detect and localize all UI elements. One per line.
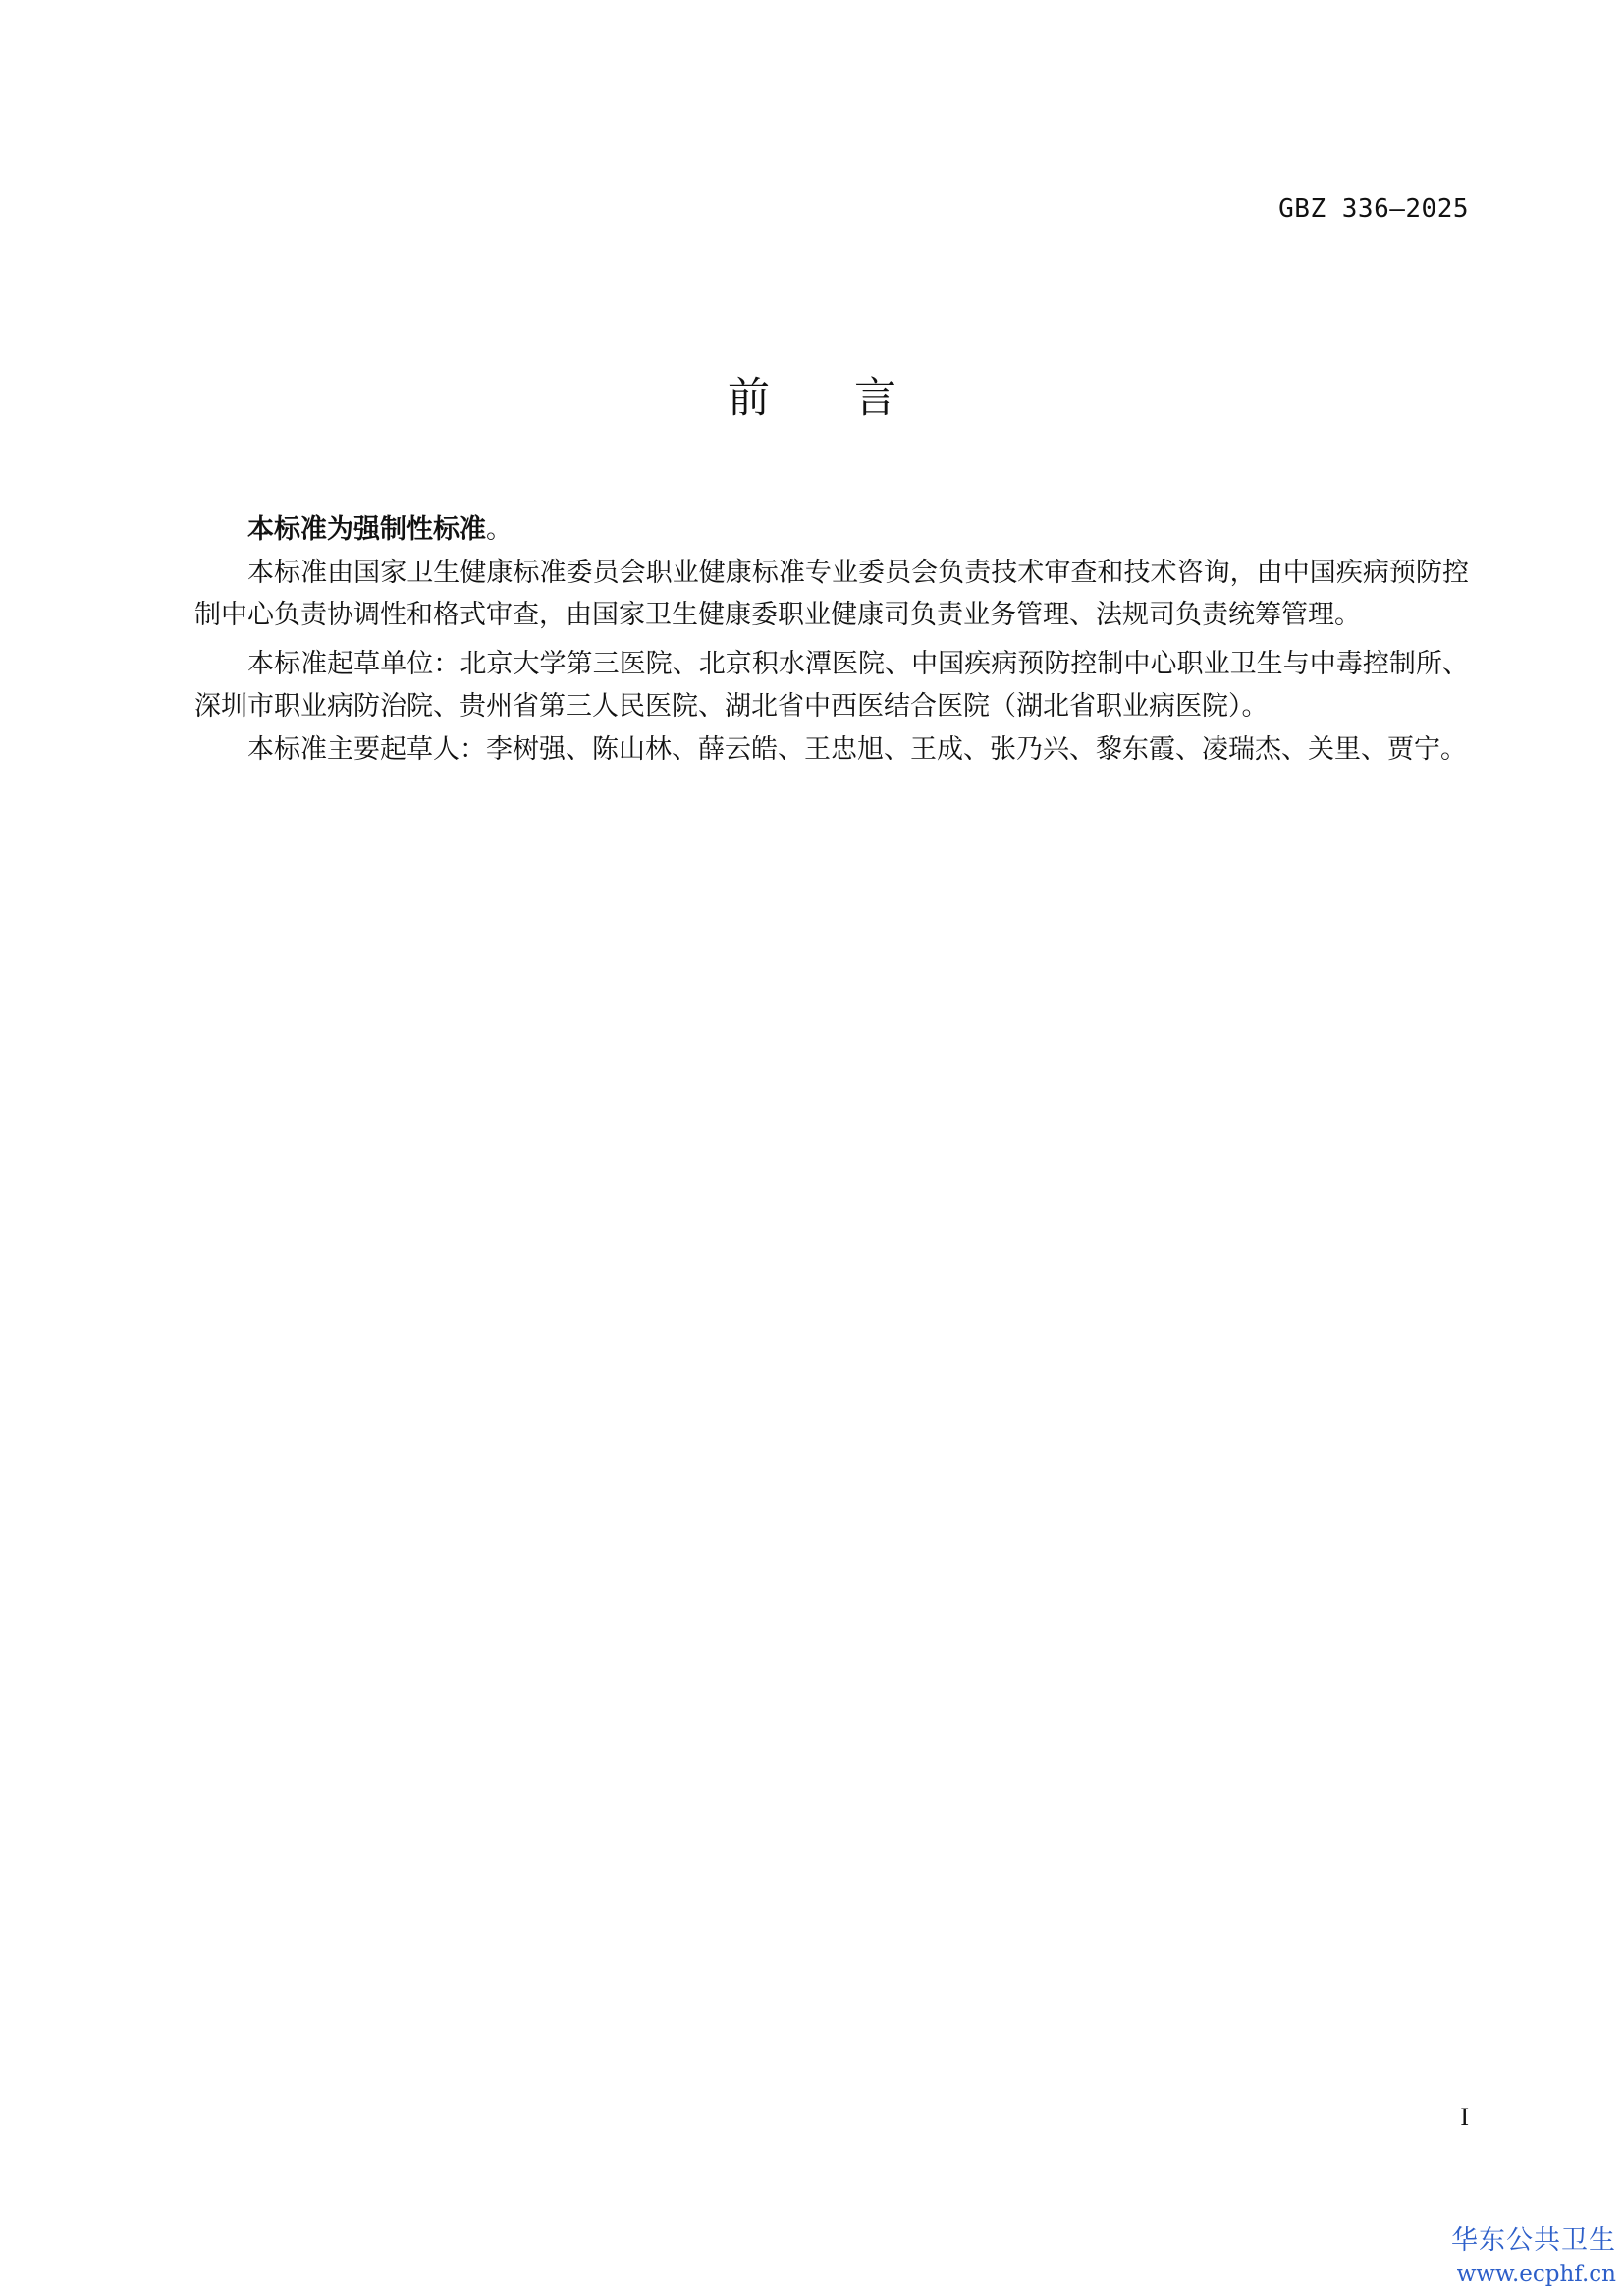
mandatory-statement	[194, 508, 1469, 552]
mandatory-statement-bold: 本标准为强制性标准	[247, 514, 486, 545]
watermark	[1451, 2223, 1616, 2290]
standard-code: GBZ 336—2025	[1278, 194, 1469, 224]
foreword-body	[194, 508, 1469, 771]
title-char-1: 前	[728, 374, 770, 423]
watermark-name: 华东公共卫生	[1451, 2225, 1616, 2256]
responsibility-paragraph: 本标准由国家卫生健康标准委员会职业健康标准专业委员会负责技术审查和技术咨询，由中国疾病预防控制中心负责协调性和格式审查，由国家卫生健康委职业健康司负责业务管理、法规司负责统筹管理。	[194, 557, 1469, 630]
watermark-url[interactable]: www.ecphf.cn	[1456, 2262, 1616, 2287]
page-title	[0, 365, 1624, 425]
page-number: I	[1460, 2103, 1469, 2131]
title-char-2: 言	[854, 374, 896, 423]
mandatory-statement-tail: 。	[486, 514, 513, 545]
drafting-units-paragraph: 本标准起草单位：北京大学第三医院、北京积水潭医院、中国疾病预防控制中心职业卫生与中毒控制所、深圳市职业病防治院、贵州省第三人民医院、湖北省中西医结合医院（湖北省职业病医院）。	[194, 648, 1469, 721]
drafters-paragraph: 本标准主要起草人：李树强、陈山林、薛云皓、王忠旭、王成、张乃兴、黎东霞、凌瑞杰、关里、贾宁。	[247, 733, 1467, 765]
